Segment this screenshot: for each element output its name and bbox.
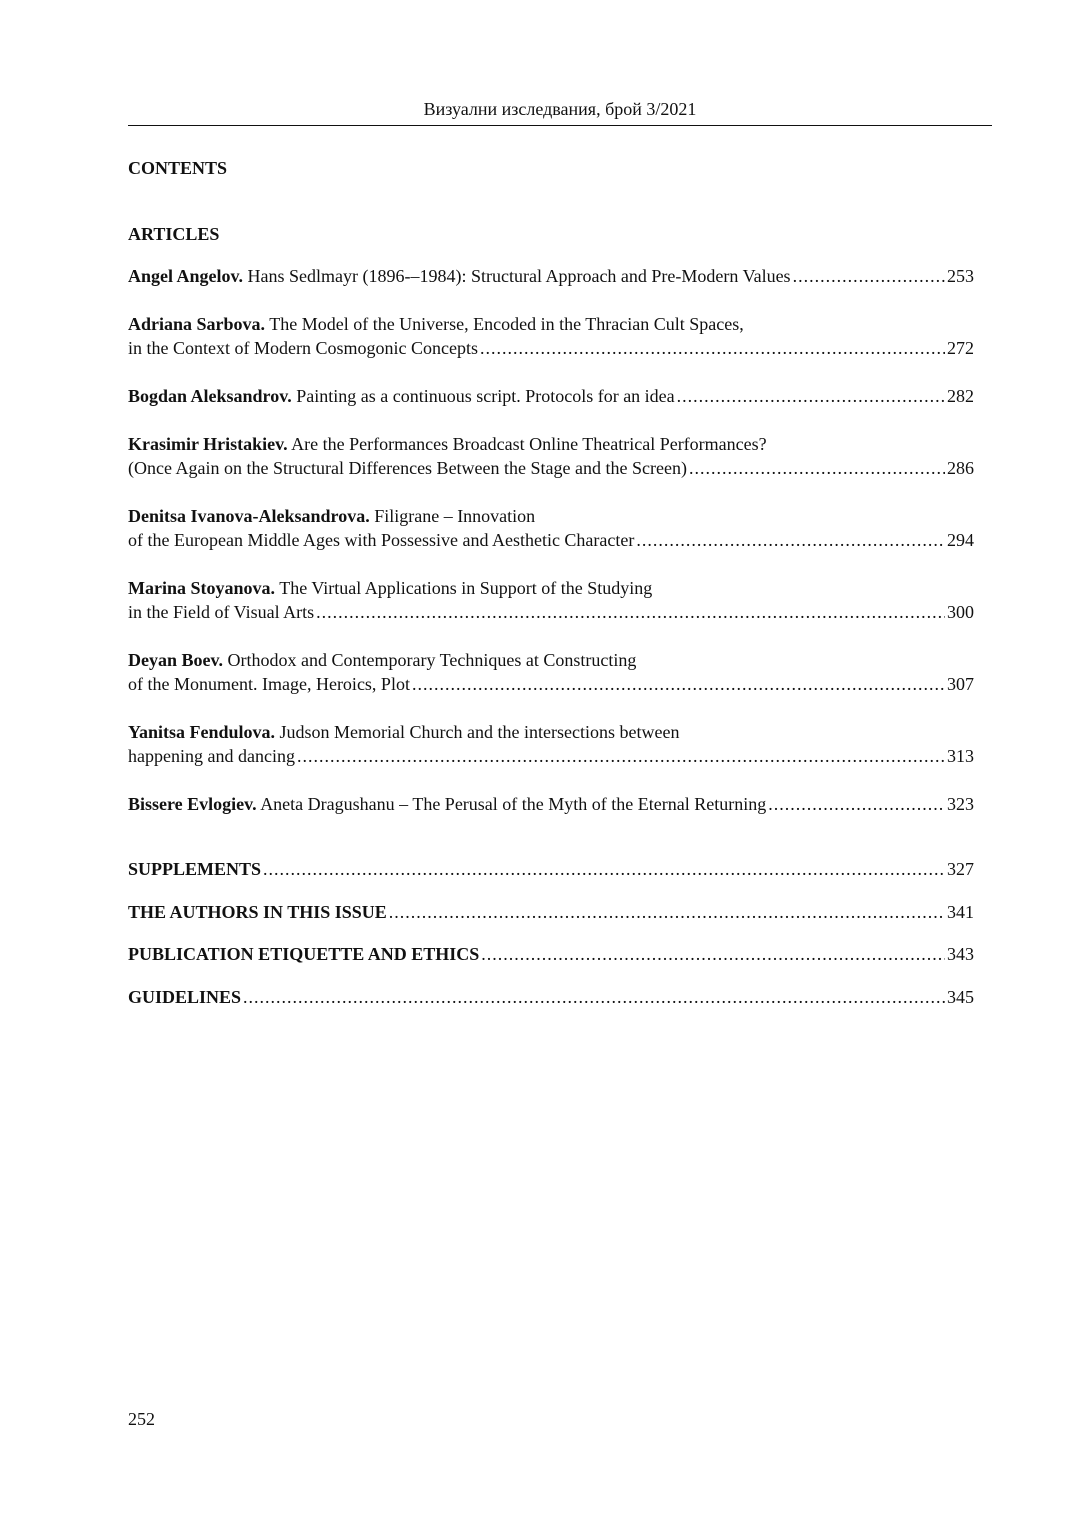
dot-leader [297,744,945,768]
entry-page-number: 294 [947,530,974,550]
entry-page-number: 282 [947,386,974,406]
section-title: THE AUTHORS IN THIS ISSUE [128,901,387,922]
entry-page-number: 323 [947,794,974,814]
dot-leader [481,942,945,966]
entry-title-cont: of the Monument. Image, Heroics, Plot [128,674,410,694]
articles-heading: ARTICLES [128,224,220,244]
dot-leader [412,672,945,696]
entry-title: Are the Performances Broadcast Online Theatrical Performances? [291,434,767,454]
dot-leader [480,336,945,360]
entry-title-cont: (Once Again on the Structural Differences Between the Stage and the Screen) [128,458,687,478]
dot-leader [263,857,945,881]
section-title: SUPPLEMENTS [128,859,262,879]
section-entry-ethics[interactable] [128,942,974,966]
toc-entry[interactable] [128,576,974,624]
entry-author: Bogdan Aleksandrov. [128,386,292,406]
toc-entry[interactable] [128,312,974,360]
section-title: GUIDELINES [128,986,242,1007]
section-page-number: 343 [947,944,974,964]
entry-page-number: 313 [947,746,974,766]
page-number: 252 [128,1409,155,1429]
entry-title: Aneta Dragushanu – The Perusal of the Myth of the Eternal Returning [260,794,767,814]
section-page-number: 345 [947,986,974,1007]
section-entry-guidelines[interactable] [128,985,974,1009]
section-page-number: 341 [947,901,974,922]
entry-title: The Model of the Universe, Encoded in the Thracian Cult Spaces, [269,314,744,334]
dot-leader [389,900,945,924]
entry-title: Painting as a continuous script. Protocols for an idea [296,386,675,406]
entry-author: Yanitsa Fendulova. [128,722,276,742]
dot-leader [243,985,945,1009]
entry-author: Angel Angelov. [128,266,244,286]
toc-entry[interactable] [128,384,974,408]
entry-title-cont: in the Context of Modern Cosmogonic Concepts [128,338,478,358]
articles-list [128,264,974,840]
entry-author: Denitsa Ivanova-Aleksandrova. [128,506,370,526]
toc-entry[interactable] [128,432,974,480]
section-title: PUBLICATION ETIQUETTE AND ETHICS [128,944,480,964]
sections-list [128,857,974,1027]
dot-leader [768,792,945,816]
entry-title: The Virtual Applications in Support of the Studying [279,578,653,598]
dot-leader [689,456,945,480]
entry-page-number: 307 [947,674,974,694]
entry-page-number: 300 [947,602,974,622]
entry-title: Hans Sedlmayr (1896-–1984): Structural Approach and Pre-Modern Values [247,266,791,286]
section-entry-authors[interactable] [128,900,974,924]
entry-author: Bissere Evlogiev. [128,794,257,814]
entry-title-cont: in the Field of Visual Arts [128,602,315,622]
header-rule [128,125,992,126]
dot-leader [316,600,945,624]
running-head: Визуални изследвания, брой 3/2021 [423,99,697,119]
section-entry-supplements[interactable] [128,857,974,881]
entry-author: Krasimir Hristakiev. [128,434,288,454]
toc-entry[interactable] [128,720,974,768]
toc-entry[interactable] [128,792,974,816]
dot-leader [636,528,945,552]
toc-entry[interactable] [128,648,974,696]
entry-page-number: 272 [947,338,974,358]
toc-entry[interactable] [128,504,974,552]
toc-entry[interactable] [128,264,974,288]
entry-title: Judson Memorial Church and the intersections between [279,722,680,742]
entry-author: Adriana Sarbova. [128,314,266,334]
dot-leader [677,384,945,408]
entry-title-cont: of the European Middle Ages with Possessive and Aesthetic Character [128,530,635,550]
dot-leader [793,264,945,288]
entry-title-cont: happening and dancing [128,746,295,766]
contents-heading: CONTENTS [128,158,228,178]
entry-page-number: 253 [947,266,974,286]
entry-title: Filigrane – Innovation [374,506,536,526]
section-page-number: 327 [947,859,974,879]
entry-title: Orthodox and Contemporary Techniques at Constructing [227,650,637,670]
entry-author: Deyan Boev. [128,650,224,670]
entry-page-number: 286 [947,458,974,478]
entry-author: Marina Stoyanova. [128,578,276,598]
